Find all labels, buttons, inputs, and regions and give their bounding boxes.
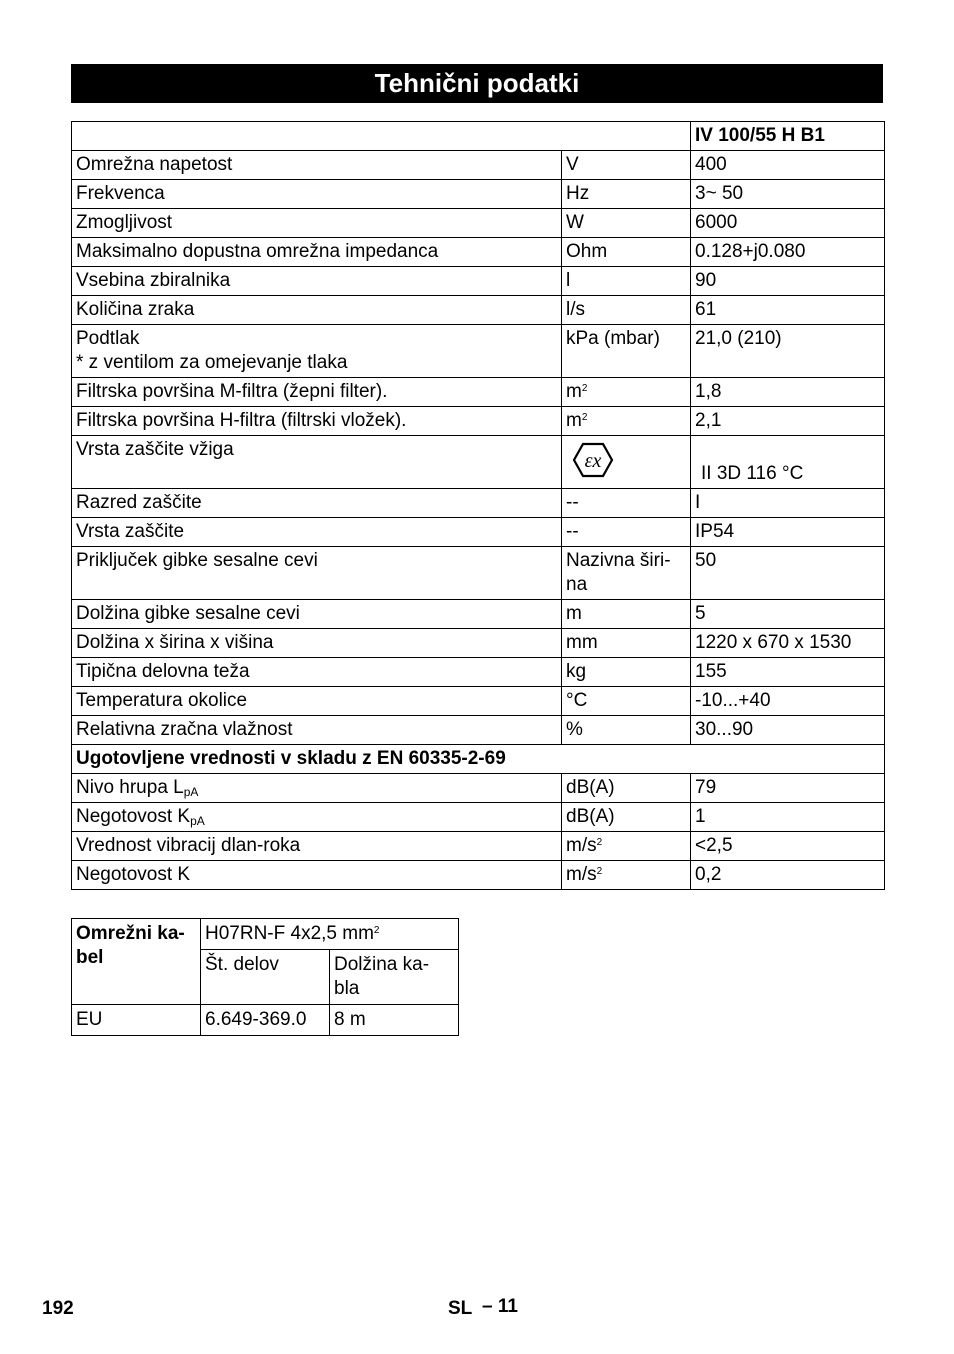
row-label [72, 209, 562, 238]
row-label [72, 489, 562, 518]
row-unit [562, 436, 691, 489]
row-value-text: 6000 [695, 212, 738, 233]
row-unit-text: dB(A) [566, 806, 615, 827]
row-label [72, 629, 562, 658]
row-label-text: Temperatura okolice [76, 690, 248, 711]
row-unit-text: V [566, 154, 579, 175]
spec-row [72, 378, 885, 407]
row-label [72, 325, 562, 378]
row-unit-text: kPa (mbar) [566, 328, 660, 349]
row-value [691, 378, 885, 407]
language-code: SL [448, 1298, 473, 1319]
row-label [72, 518, 562, 547]
row-unit [562, 629, 691, 658]
row-value [691, 629, 885, 658]
row-value-text: 21,0 (210) [695, 328, 782, 349]
row-value-text: 3~ 50 [695, 183, 744, 204]
spec-row [72, 238, 885, 267]
row-unit-text: W [566, 212, 584, 233]
row-label [72, 774, 562, 803]
row-unit-sup: 2 [596, 866, 603, 877]
spec-row [72, 658, 885, 687]
row-unit [562, 658, 691, 687]
row-value [691, 407, 885, 436]
row-label [72, 407, 562, 436]
cable-type [201, 919, 459, 950]
row-label-sub: pA [183, 785, 199, 799]
row-unit-text: Hz [566, 183, 590, 204]
row-value-text: 61 [695, 299, 717, 320]
row-unit [562, 238, 691, 267]
row-label [72, 600, 562, 629]
row-label-text: Dolžina x širina x višina [76, 632, 274, 653]
row-label-text: Vrednost vibracij dlan-roka [76, 835, 301, 856]
row-value [691, 489, 885, 518]
cable-type-row [72, 919, 459, 950]
spec-row [72, 151, 885, 180]
row-label [72, 716, 562, 745]
row-unit [562, 180, 691, 209]
spec-row [72, 547, 885, 600]
row-label-text: Negotovost K [76, 806, 191, 827]
spec-row [72, 296, 885, 325]
row-value-text: 30...90 [695, 719, 754, 740]
row-value-text: 0,2 [695, 864, 722, 885]
row-unit-text: dB(A) [566, 777, 615, 798]
cable-header: Omrežni ka-bel [72, 919, 201, 1005]
row-unit [562, 687, 691, 716]
row-unit [562, 803, 691, 832]
section-header: Ugotovljene vrednosti v skladu z EN 60335-2-69 [72, 745, 885, 774]
row-unit [562, 518, 691, 547]
row-value [691, 803, 885, 832]
row-unit [562, 378, 691, 407]
row-label [72, 658, 562, 687]
spec-row [72, 489, 885, 518]
row-label [72, 180, 562, 209]
row-unit-text: m [566, 603, 582, 624]
row-value [691, 547, 885, 600]
row-value-text: 0.128+j0.080 [695, 241, 806, 262]
row-unit-text: l/s [566, 299, 585, 320]
row-unit [562, 861, 691, 890]
row-value-text: 2,1 [695, 410, 722, 431]
noise-row [72, 832, 885, 861]
row-label-text: Zmogljivost [76, 212, 173, 233]
spec-row [72, 267, 885, 296]
page-title: Tehnični podatki [71, 64, 883, 103]
row-unit-text: m/s [566, 835, 597, 856]
cable-type-text: H07RN-F 4x2,5 mm [205, 923, 374, 944]
row-unit [562, 600, 691, 629]
row-value-text: 50 [695, 550, 717, 571]
row-label-note: * z ventilom za omejevanje tlaka [76, 352, 348, 373]
row-unit-text: Nazivna širi-na [566, 550, 671, 595]
row-unit-text: mm [566, 632, 598, 653]
row-unit-text: % [566, 719, 583, 740]
row-label [72, 238, 562, 267]
row-value [691, 436, 885, 489]
row-unit [562, 267, 691, 296]
row-unit [562, 489, 691, 518]
spec-row [72, 629, 885, 658]
cable-col-part: Št. delov [201, 950, 330, 1005]
row-value-text: 1 [695, 806, 706, 827]
row-unit [562, 832, 691, 861]
row-value [691, 658, 885, 687]
row-unit-text: m [566, 410, 582, 431]
row-label [72, 151, 562, 180]
row-label-sub: pA [190, 814, 205, 828]
row-unit-text: -- [566, 521, 579, 542]
row-value [691, 716, 885, 745]
spec-row [72, 180, 885, 209]
row-unit [562, 325, 691, 378]
row-value-text: I [695, 492, 701, 513]
cable-data-row [72, 1005, 459, 1036]
row-value-text: 400 [695, 154, 727, 175]
row-label [72, 436, 562, 489]
row-value [691, 687, 885, 716]
row-unit [562, 296, 691, 325]
row-value [691, 238, 885, 267]
row-unit-sup: 2 [581, 412, 588, 423]
spec-row [72, 325, 885, 378]
row-unit-text: -- [566, 492, 579, 513]
row-value [691, 325, 885, 378]
cable-type-sup: 2 [373, 925, 380, 936]
spec-row [72, 407, 885, 436]
row-unit-text: °C [566, 690, 588, 711]
row-value [691, 774, 885, 803]
row-value-text: 90 [695, 270, 717, 291]
row-value [691, 600, 885, 629]
row-value [691, 267, 885, 296]
row-value-text: 5 [695, 603, 706, 624]
row-value [691, 209, 885, 238]
spec-table [71, 121, 885, 890]
row-unit [562, 407, 691, 436]
row-unit-text: l [566, 270, 571, 291]
row-unit-text: m [566, 381, 582, 402]
row-label-text: Frekvenca [76, 183, 165, 204]
model-header-row [72, 122, 885, 151]
cable-length: 8 m [330, 1005, 459, 1036]
row-unit [562, 547, 691, 600]
row-label-text: Razred zaščite [76, 492, 202, 513]
noise-row [72, 803, 885, 832]
row-value-text: -10...+40 [695, 690, 771, 711]
row-value [691, 180, 885, 209]
row-label [72, 296, 562, 325]
cable-region: EU [72, 1005, 201, 1036]
row-label-text: Tipična delovna teža [76, 661, 250, 682]
row-label [72, 687, 562, 716]
spec-row [72, 436, 885, 489]
row-unit [562, 716, 691, 745]
svg-text:εx: εx [584, 450, 602, 472]
row-value [691, 861, 885, 890]
row-label-text: Vrsta zaščite [76, 521, 185, 542]
spec-row [72, 687, 885, 716]
section-page: – 11 [482, 1296, 518, 1317]
row-label-text: Relativna zračna vlažnost [76, 719, 293, 740]
row-value-text: 1,8 [695, 381, 722, 402]
row-label [72, 803, 562, 832]
row-unit [562, 151, 691, 180]
cable-part-no: 6.649-369.0 [201, 1005, 330, 1036]
row-label-text: Negotovost K [76, 864, 191, 885]
row-unit [562, 774, 691, 803]
row-label-text: Vrsta zaščite vžiga [76, 439, 234, 460]
row-value [691, 832, 885, 861]
row-label [72, 547, 562, 600]
noise-row [72, 861, 885, 890]
page-number: 192 [42, 1298, 74, 1319]
row-label-text: Podtlak [76, 328, 140, 349]
row-value-text: IP54 [695, 521, 735, 542]
row-value-text: 1220 x 670 x 1530 [695, 632, 852, 653]
row-label-text: Filtrska površina M-filtra (žepni filter). [76, 381, 388, 402]
row-unit-text: Ohm [566, 241, 608, 262]
spec-row [72, 518, 885, 547]
spec-row [72, 716, 885, 745]
row-unit-text: kg [566, 661, 587, 682]
spec-table-body [72, 122, 885, 890]
row-label-text: Maksimalno dopustna omrežna impedanca [76, 241, 439, 262]
model-name: IV 100/55 H B1 [691, 122, 885, 151]
row-unit-sup: 2 [581, 383, 588, 394]
row-value-text: <2,5 [695, 835, 733, 856]
row-label-text: Omrežna napetost [76, 154, 233, 175]
spec-row [72, 600, 885, 629]
row-label-text: Dolžina gibke sesalne cevi [76, 603, 300, 624]
row-value [691, 151, 885, 180]
row-label-text: Priključek gibke sesalne cevi [76, 550, 318, 571]
row-label-text: Nivo hrupa L [76, 777, 184, 798]
row-label-text: Vsebina zbiralnika [76, 270, 231, 291]
cable-table [71, 918, 459, 1036]
row-label-text: Količina zraka [76, 299, 195, 320]
section-header-row [72, 745, 885, 774]
spec-row [72, 209, 885, 238]
row-value-text: 79 [695, 777, 717, 798]
row-label [72, 861, 562, 890]
row-value-text: II 3D 116 °C [701, 463, 804, 484]
row-value [691, 518, 885, 547]
row-value-text: 155 [695, 661, 727, 682]
row-label [72, 267, 562, 296]
row-value [691, 296, 885, 325]
model-header-empty-cell [72, 122, 691, 151]
row-label [72, 378, 562, 407]
noise-row [72, 774, 885, 803]
cable-col-length: Dolžina ka-bla [330, 950, 459, 1005]
ex-protection-icon [572, 442, 614, 478]
row-label-text: Filtrska površina H-filtra (filtrski vložek). [76, 410, 407, 431]
row-unit-sup: 2 [596, 837, 603, 848]
row-unit [562, 209, 691, 238]
row-unit-text: m/s [566, 864, 597, 885]
row-label [72, 832, 562, 861]
